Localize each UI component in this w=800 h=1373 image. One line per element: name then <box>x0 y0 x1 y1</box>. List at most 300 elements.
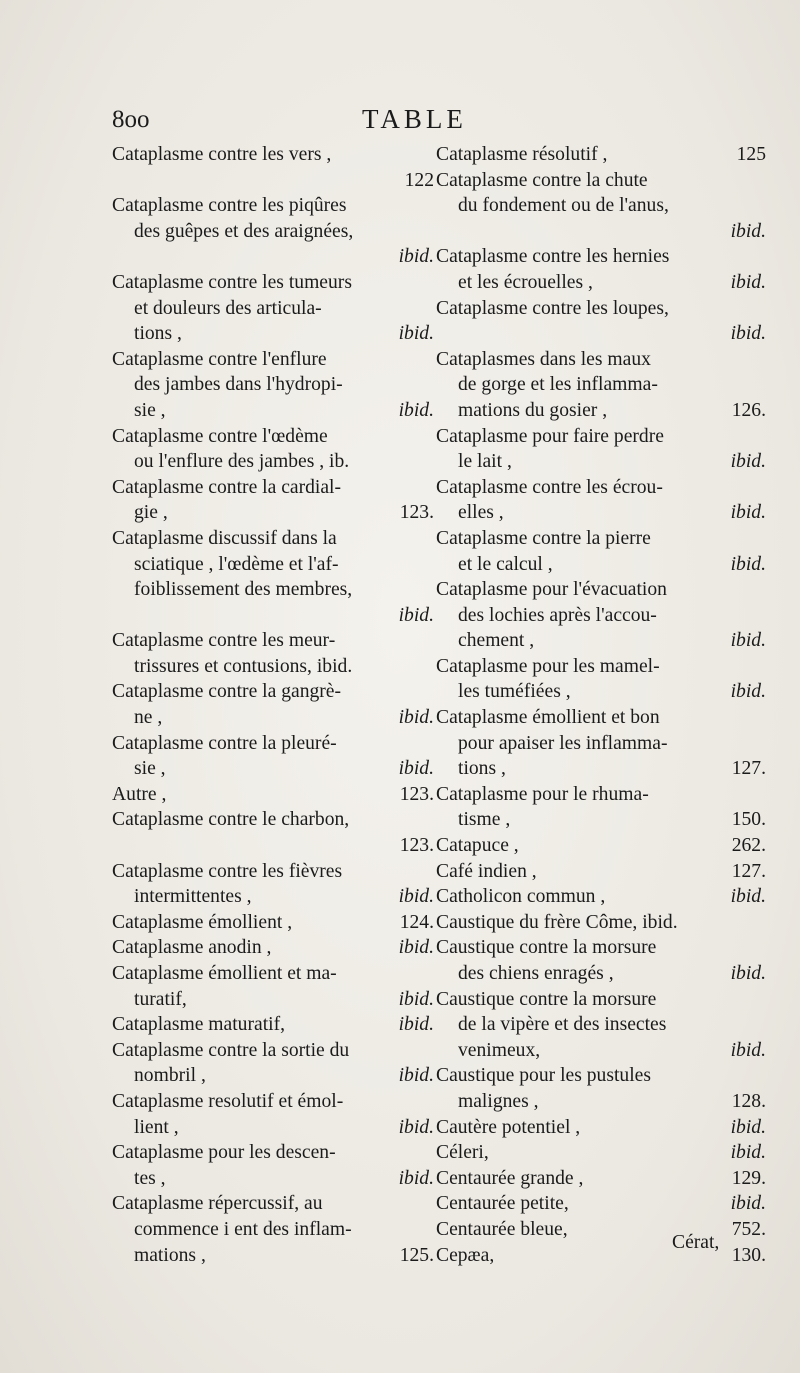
entry-line <box>112 1012 434 1038</box>
index-entry <box>112 347 434 424</box>
entry-line <box>436 782 766 808</box>
entry-line <box>436 424 766 450</box>
entry-line <box>112 552 434 578</box>
entry-page-ref <box>760 372 766 398</box>
entry-line <box>112 296 434 322</box>
entry-text: des guêpes et des araignées, <box>134 220 354 242</box>
entry-line <box>112 219 434 245</box>
entry-page-ref <box>428 1191 434 1217</box>
entry-line <box>112 1217 434 1243</box>
entry-line <box>436 193 766 219</box>
entry-text <box>112 168 399 194</box>
entry-line <box>436 1191 766 1217</box>
entry-line <box>436 1063 766 1089</box>
entry-page-ref: 262. <box>731 835 766 857</box>
entry-text: gie , <box>134 502 168 524</box>
entry-page-ref <box>428 1140 434 1166</box>
entry-text <box>436 321 725 347</box>
entry-page-ref <box>760 577 766 603</box>
entry-page-ref <box>760 296 766 322</box>
entry-text: Caustique du frère Côme, ibid. <box>436 911 678 933</box>
entry-page-ref: ibid. <box>730 1142 766 1164</box>
index-entry <box>436 935 766 986</box>
entry-text: ne , <box>134 707 163 729</box>
entry-line <box>112 884 434 910</box>
index-entry <box>112 1089 434 1140</box>
index-entry <box>436 833 766 859</box>
entry-text: intermittentes , <box>134 886 252 908</box>
entry-line <box>112 1115 434 1141</box>
entry-page-ref <box>760 168 766 194</box>
entry-text: des jambes dans l'hydropi- <box>134 374 343 396</box>
entry-text: Cataplasme contre la pleuré- <box>112 732 337 754</box>
entry-line <box>112 1089 434 1115</box>
entry-page-ref <box>760 347 766 373</box>
entry-line <box>112 603 434 629</box>
entry-page-ref: 126. <box>731 399 766 421</box>
entry-text: Cataplasme contre l'enflure <box>112 348 327 370</box>
entry-page-ref: 123. <box>399 502 434 524</box>
entry-page-ref <box>428 1038 434 1064</box>
entry-text: sciatique , l'œdème et l'af- <box>134 553 339 575</box>
entry-page-ref: ibid. <box>398 399 434 421</box>
entry-text: Café indien , <box>436 860 537 882</box>
entry-page-ref: ibid. <box>398 323 434 345</box>
entry-line <box>112 1243 434 1269</box>
entry-page-ref <box>428 526 434 552</box>
entry-text: Cataplasme discussif dans la <box>112 527 337 549</box>
entry-page-ref <box>760 1012 766 1038</box>
entry-page-ref <box>760 910 766 936</box>
entry-page-ref <box>428 654 434 680</box>
entry-page-ref <box>760 526 766 552</box>
index-entry <box>112 1191 434 1268</box>
index-entry <box>436 424 766 475</box>
index-entry <box>112 782 434 808</box>
entry-line <box>112 705 434 731</box>
entry-text <box>112 244 393 270</box>
index-entry <box>436 168 766 245</box>
entry-line <box>112 398 434 424</box>
index-entry <box>436 1140 766 1166</box>
entry-line <box>112 347 434 373</box>
entry-text: trissures et contusions, ibid. <box>134 655 353 677</box>
entry-line <box>436 347 766 373</box>
entry-line <box>436 1166 766 1192</box>
entry-line <box>112 168 434 194</box>
entry-line <box>436 244 766 270</box>
entry-text: Cataplasme contre les écrou- <box>436 476 663 498</box>
entry-text: Cataplasme contre la pierre <box>436 527 651 549</box>
entry-line <box>436 807 766 833</box>
index-entry <box>112 910 434 936</box>
entry-text <box>436 219 725 245</box>
entry-text: Autre , <box>112 783 167 805</box>
entry-line <box>112 1038 434 1064</box>
entry-line <box>112 935 434 961</box>
entry-line <box>436 321 766 347</box>
entry-page-ref <box>428 449 434 475</box>
entry-page-ref: ibid. <box>398 758 434 780</box>
entry-line <box>112 807 434 833</box>
index-entry <box>436 884 766 910</box>
entry-page-ref <box>428 372 434 398</box>
entry-page-ref: 752. <box>731 1218 766 1240</box>
entry-text: pour apaiser les inflamma- <box>458 732 668 754</box>
entry-page-ref <box>428 193 434 219</box>
entry-page-ref: ibid. <box>730 1039 766 1061</box>
entry-page-ref: ibid. <box>730 1193 766 1215</box>
entry-line <box>112 475 434 501</box>
entry-page-ref: ibid. <box>730 886 766 908</box>
entry-line <box>436 475 766 501</box>
entry-line <box>436 731 766 757</box>
index-entry <box>112 935 434 961</box>
entry-line <box>436 654 766 680</box>
entry-line <box>436 910 766 936</box>
index-entry <box>436 910 766 936</box>
index-entry <box>112 1140 434 1191</box>
entry-text: Cataplasme pour l'évacuation <box>436 579 667 601</box>
index-entry <box>112 270 434 347</box>
entry-page-ref <box>760 935 766 961</box>
entry-text: le lait , <box>458 451 512 473</box>
entry-text: Cataplasme contre les loupes, <box>436 297 669 319</box>
index-entry <box>436 782 766 833</box>
entry-page-ref <box>760 193 766 219</box>
entry-page-ref <box>428 679 434 705</box>
entry-text: tions , <box>458 758 506 780</box>
entry-text: tions , <box>134 323 182 345</box>
entry-page-ref: ibid. <box>730 630 766 652</box>
index-entry <box>436 577 766 654</box>
entry-page-ref: ibid. <box>398 988 434 1010</box>
entry-text: malignes , <box>458 1090 539 1112</box>
entry-page-ref: ibid. <box>730 451 766 473</box>
entry-line <box>436 603 766 629</box>
entry-line <box>436 859 766 885</box>
entry-line <box>436 679 766 705</box>
index-entry <box>112 628 434 679</box>
entry-line <box>436 270 766 296</box>
entry-text: Cataplasme contre les piqûres <box>112 195 347 217</box>
entry-line <box>112 449 434 475</box>
entry-line <box>112 679 434 705</box>
entry-text: Caustique contre la morsure <box>436 937 657 959</box>
entry-line <box>112 961 434 987</box>
index-column-right <box>436 142 766 1268</box>
entry-text: Cataplasme résolutif , <box>436 144 608 165</box>
index-entry <box>436 526 766 577</box>
entry-text: Cataplasme contre l'œdème <box>112 425 328 447</box>
entry-text: elles , <box>458 502 504 524</box>
entry-page-ref: ibid. <box>730 681 766 703</box>
entry-page-ref <box>428 577 434 603</box>
entry-line <box>436 526 766 552</box>
entry-page-ref <box>760 731 766 757</box>
entry-text: Cataplasme contre les fièvres <box>112 860 343 882</box>
catchword: Cérat, <box>672 1232 720 1253</box>
index-entry <box>436 859 766 885</box>
entry-text: Cepæa, <box>436 1244 495 1266</box>
entry-page-ref <box>428 552 434 578</box>
index-entry <box>436 296 766 347</box>
index-entry <box>112 731 434 782</box>
page-number: 8oo <box>112 106 150 133</box>
entry-line <box>112 270 434 296</box>
entry-text: de gorge et les inflamma- <box>458 374 658 396</box>
index-entry <box>436 1115 766 1141</box>
index-entry <box>112 193 434 270</box>
entry-line <box>436 987 766 1013</box>
entry-text: Cataplasme contre la sortie du <box>112 1039 350 1061</box>
entry-line <box>112 1166 434 1192</box>
entry-page-ref: ibid. <box>730 271 766 293</box>
entry-page-ref: ibid. <box>730 323 766 345</box>
entry-text: Catholicon commun , <box>436 886 606 908</box>
entry-text: des chiens enragés , <box>458 963 614 984</box>
entry-line <box>436 296 766 322</box>
entry-page-ref: 150. <box>731 809 766 831</box>
entry-text: Cataplasme contre la gangrè- <box>112 681 342 703</box>
entry-page-ref: 129. <box>731 1167 766 1189</box>
index-entry <box>436 1063 766 1114</box>
entry-text: Cataplasme pour le rhuma- <box>436 783 649 805</box>
index-entry <box>436 654 766 705</box>
entry-page-ref: ibid. <box>398 707 434 729</box>
entry-text: du fondement ou de l'anus, <box>458 195 669 217</box>
entry-page-ref: ibid. <box>398 604 434 626</box>
index-column-left <box>112 142 434 1268</box>
entry-line <box>112 193 434 219</box>
entry-line <box>112 756 434 782</box>
entry-page-ref <box>428 628 434 654</box>
index-entry <box>112 142 434 193</box>
entry-page-ref: 122 <box>404 169 434 191</box>
entry-page-ref <box>760 987 766 1013</box>
entry-text: Caustique contre la morsure <box>436 988 657 1010</box>
entry-text: Cataplasme émollient , <box>112 911 293 933</box>
entry-page-ref <box>428 347 434 373</box>
entry-page-ref: ibid. <box>398 1116 434 1138</box>
entry-line <box>112 1140 434 1166</box>
entry-text: Cataplasme contre les vers , <box>112 144 332 165</box>
entry-line <box>436 500 766 526</box>
entry-line <box>112 526 434 552</box>
entry-page-ref <box>428 142 434 168</box>
running-title: TABLE <box>362 104 467 134</box>
entry-line <box>436 449 766 475</box>
entry-line <box>112 142 434 168</box>
entry-text: mations du gosier , <box>458 399 608 421</box>
entry-text: des lochies après l'accou- <box>458 604 657 626</box>
entry-line <box>436 1089 766 1115</box>
entry-page-ref <box>760 475 766 501</box>
entry-text: tes , <box>134 1167 166 1189</box>
entry-page-ref: ibid. <box>730 220 766 242</box>
index-entry <box>112 424 434 475</box>
index-entry <box>436 244 766 295</box>
index-entry <box>436 705 766 782</box>
entry-text: foiblissement des membres, <box>134 579 353 601</box>
entry-line <box>436 219 766 245</box>
entry-page-ref <box>428 296 434 322</box>
entry-page-ref <box>428 859 434 885</box>
entry-line <box>436 833 766 859</box>
entry-page-ref <box>428 219 434 245</box>
entry-text: lient , <box>134 1116 179 1138</box>
entry-line <box>112 577 434 603</box>
entry-line <box>436 577 766 603</box>
entry-page-ref: 130. <box>731 1244 766 1266</box>
entry-page-ref <box>760 603 766 629</box>
entry-line <box>112 654 434 680</box>
entry-text: Cataplasme contre le charbon, <box>112 809 350 831</box>
entry-text: sie , <box>134 399 166 421</box>
entry-text: Cataplasme resolutif et émol- <box>112 1090 344 1112</box>
index-entry <box>112 1012 434 1038</box>
entry-page-ref: 124. <box>399 911 434 933</box>
entry-text: tisme , <box>458 809 511 831</box>
entry-line <box>436 552 766 578</box>
entry-text: Cataplasme contre les meur- <box>112 630 336 652</box>
index-entry <box>436 1191 766 1217</box>
entry-text: sie , <box>134 758 166 780</box>
entry-line <box>112 1063 434 1089</box>
entry-line <box>112 859 434 885</box>
entry-page-ref: ibid. <box>398 886 434 908</box>
index-entry <box>112 807 434 858</box>
entry-text: Cataplasme répercussif, au <box>112 1193 323 1215</box>
entry-page-ref: 127. <box>731 758 766 780</box>
entry-line <box>436 935 766 961</box>
entry-line <box>436 1115 766 1141</box>
entry-page-ref <box>428 1217 434 1243</box>
index-entry <box>112 679 434 730</box>
entry-line <box>436 756 766 782</box>
index-entry <box>112 526 434 628</box>
entry-line <box>436 372 766 398</box>
index-entry <box>112 475 434 526</box>
entry-page-ref: 125. <box>399 1244 434 1266</box>
index-entry <box>436 987 766 1064</box>
entry-text: Caustique pour les pustules <box>436 1065 651 1087</box>
entry-line <box>436 961 766 987</box>
entry-line <box>436 628 766 654</box>
entry-line <box>112 1191 434 1217</box>
entry-page-ref: ibid. <box>398 1065 434 1087</box>
index-entry <box>436 142 766 168</box>
page-header <box>112 106 762 140</box>
entry-text: Cautère potentiel , <box>436 1116 581 1138</box>
entry-line <box>436 398 766 424</box>
index-entry <box>112 961 434 1012</box>
entry-line <box>112 987 434 1013</box>
entry-page-ref <box>428 270 434 296</box>
entry-page-ref <box>760 782 766 808</box>
entry-page-ref <box>760 424 766 450</box>
entry-text: Cataplasme pour les mamel- <box>436 655 660 677</box>
index-entry <box>112 859 434 910</box>
entry-text: Catapuce , <box>436 835 519 857</box>
entry-page-ref <box>760 705 766 731</box>
entry-line <box>112 628 434 654</box>
entry-line <box>112 424 434 450</box>
entry-page-ref: ibid. <box>398 937 434 959</box>
entry-page-ref <box>760 1063 766 1089</box>
entry-text <box>112 833 394 859</box>
index-entry <box>112 1038 434 1089</box>
entry-line <box>112 910 434 936</box>
entry-text: turatif, <box>134 988 187 1010</box>
entry-page-ref <box>760 654 766 680</box>
entry-text <box>112 603 393 629</box>
entry-text: Cataplasme contre la chute <box>436 169 648 191</box>
entry-page-ref <box>428 1089 434 1115</box>
entry-text: et le calcul , <box>458 553 553 575</box>
entry-page-ref <box>428 731 434 757</box>
entry-line <box>112 833 434 859</box>
entry-line <box>436 168 766 194</box>
entry-text: commence i ent des inflam- <box>134 1218 352 1240</box>
entry-page-ref: ibid. <box>398 246 434 268</box>
entry-page-ref: 127. <box>731 860 766 882</box>
entry-text: et douleurs des articula- <box>134 297 322 319</box>
entry-line <box>112 321 434 347</box>
entry-text: Centaurée grande , <box>436 1167 584 1189</box>
entry-page-ref: ibid. <box>730 963 766 984</box>
entry-text: et les écrouelles , <box>458 271 593 293</box>
entry-text: nombril , <box>134 1065 206 1087</box>
entry-text: Cataplasme pour faire perdre <box>436 425 664 447</box>
entry-page-ref <box>428 424 434 450</box>
entry-line <box>112 782 434 808</box>
entry-text: chement , <box>458 630 535 652</box>
entry-text: Céleri, <box>436 1142 489 1164</box>
entry-page-ref: ibid. <box>730 1116 766 1138</box>
entry-text: Cataplasme émollient et ma- <box>112 963 337 984</box>
entry-text: Centaurée petite, <box>436 1193 569 1215</box>
entry-text: Cataplasme contre la cardial- <box>112 476 342 498</box>
entry-page-ref: 123. <box>399 835 434 857</box>
entry-page-ref: 123. <box>399 783 434 805</box>
entry-text: Centaurée bleue, <box>436 1218 568 1240</box>
index-entry <box>436 1166 766 1192</box>
entry-text: Cataplasme anodin , <box>112 937 272 959</box>
entry-text: mations , <box>134 1244 206 1266</box>
entry-line <box>112 372 434 398</box>
entry-line <box>436 1140 766 1166</box>
entry-line <box>436 142 766 168</box>
entry-page-ref: ibid. <box>398 1167 434 1189</box>
entry-page-ref: ibid. <box>730 502 766 524</box>
entry-text: les tuméfiées , <box>458 681 571 703</box>
entry-text: Cataplasme pour les descen- <box>112 1142 336 1164</box>
entry-text: Cataplasme contre les hernies <box>436 246 670 268</box>
entry-page-ref: ibid. <box>398 1014 434 1036</box>
entry-line <box>436 884 766 910</box>
entry-page-ref: 125 <box>736 144 766 165</box>
entry-line <box>112 244 434 270</box>
entry-text: venimeux, <box>458 1039 541 1061</box>
entry-line <box>436 1012 766 1038</box>
entry-line <box>436 1038 766 1064</box>
entry-line <box>112 500 434 526</box>
entry-text: Cataplasmes dans les maux <box>436 348 651 370</box>
entry-text: de la vipère et des insectes <box>458 1014 667 1036</box>
entry-text: ou l'enflure des jambes , ib. <box>134 451 350 473</box>
entry-page-ref: 128. <box>731 1090 766 1112</box>
